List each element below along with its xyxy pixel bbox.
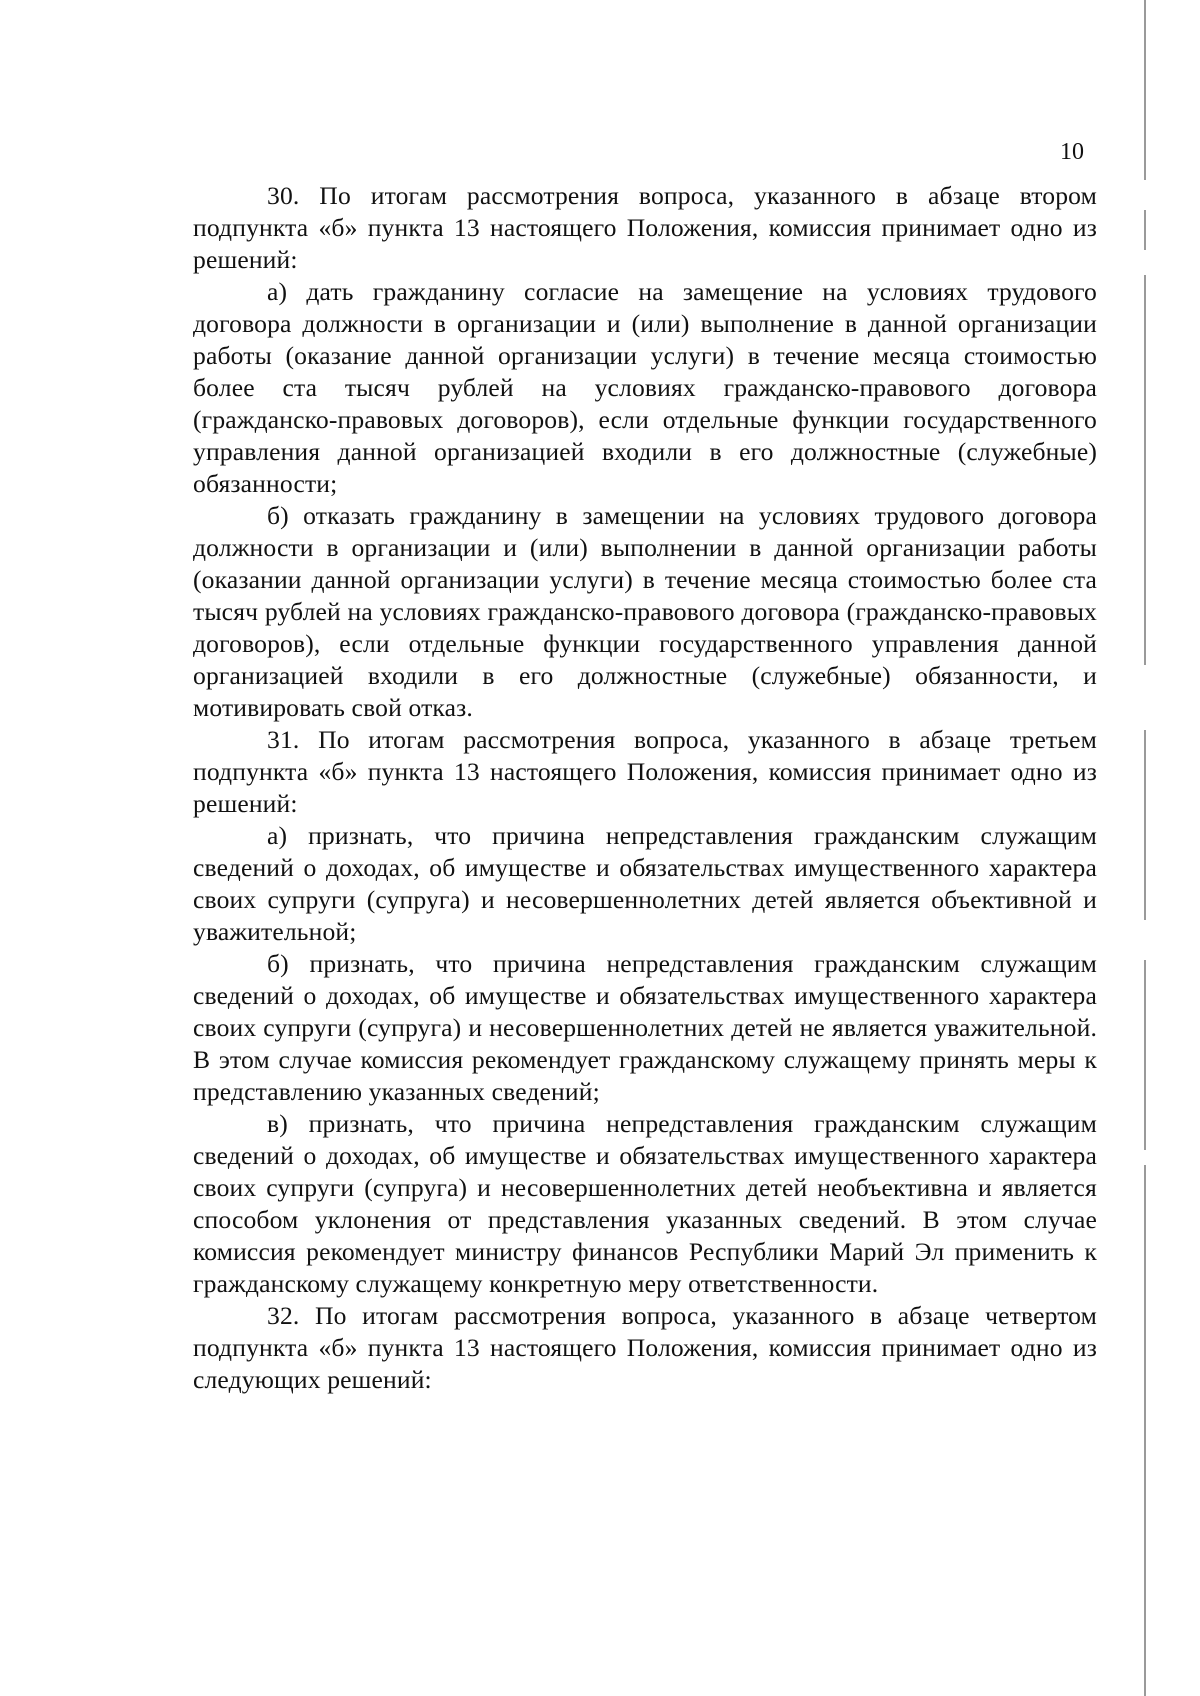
document-body — [193, 180, 1097, 1396]
paragraph-30-a: а) дать гражданину согласие на замещение на условиях трудового договора должности в организации и (или) выполнение в данной организации работы (оказание данной организации услуги) в течение месяца стоимостью более ста тысяч рублей на условиях гражданско-правового договора (гражданско-правовых договоров), если отдельные функции государственного управления данной организацией входили в его должностные (служебные) обязанности; — [193, 277, 1097, 498]
paragraph-30-b: б) отказать гражданину в замещении на условиях трудового договора должности в организации и (или) выполнении в данной организации работы (оказании данной организации услуги) в течение месяца стоимостью более ста тысяч рублей на условиях гражданско-правового договора (гражданско-правовых договоров), если отдельные функции государственного управления данной организацией входили в его должностные (служебные) обязанности, и мотивировать свой отказ. — [193, 501, 1097, 722]
scan-edge-line-4 — [1144, 730, 1146, 920]
scan-edge-line-5 — [1144, 960, 1146, 1150]
paragraph-31: 31. По итогам рассмотрения вопроса, указанного в абзаце третьем подпункта «б» пункта 13 настоящего Положения, комиссия принимает одно из решений: — [193, 725, 1097, 818]
paragraph-31-b: б) признать, что причина непредставления гражданским служащим сведений о доходах, об имуществе и обязательствах имущественного характера своих супруги (супруга) и несовершеннолетних детей не является уважительной. В этом случае комиссия рекомендует гражданскому служащему принять меры к представлению указанных сведений; — [193, 949, 1097, 1106]
paragraph-30: 30. По итогам рассмотрения вопроса, указанного в абзаце втором подпункта «б» пункта 13 настоящего Положения, комиссия принимает одно из решений: — [193, 181, 1097, 274]
paragraph-32: 32. По итогам рассмотрения вопроса, указанного в абзаце четвертом подпункта «б» пункта 13 настоящего Положения, комиссия принимает одно из следующих решений: — [193, 1301, 1097, 1394]
scan-edge-line-1 — [1144, 0, 1146, 180]
paragraph-31-a: а) признать, что причина непредставления гражданским служащим сведений о доходах, об имуществе и обязательствах имущественного характера своих супруги (супруга) и несовершеннолетних детей является объективной и уважительной; — [193, 821, 1097, 946]
scan-edge-line-6 — [1144, 1165, 1146, 1696]
scan-edge-line-2 — [1144, 210, 1146, 250]
paragraph-31-c: в) признать, что причина непредставления гражданским служащим сведений о доходах, об имуществе и обязательствах имущественного характера своих супруги (супруга) и несовершеннолетних детей необъективна и является способом уклонения от представления указанных сведений. В этом случае комиссия рекомендует министру финансов Республики Марий Эл применить к гражданскому служащему конкретную меру ответственности. — [193, 1109, 1097, 1298]
scan-edge-line-3 — [1144, 275, 1146, 665]
page-number: 10 — [1060, 139, 1084, 165]
